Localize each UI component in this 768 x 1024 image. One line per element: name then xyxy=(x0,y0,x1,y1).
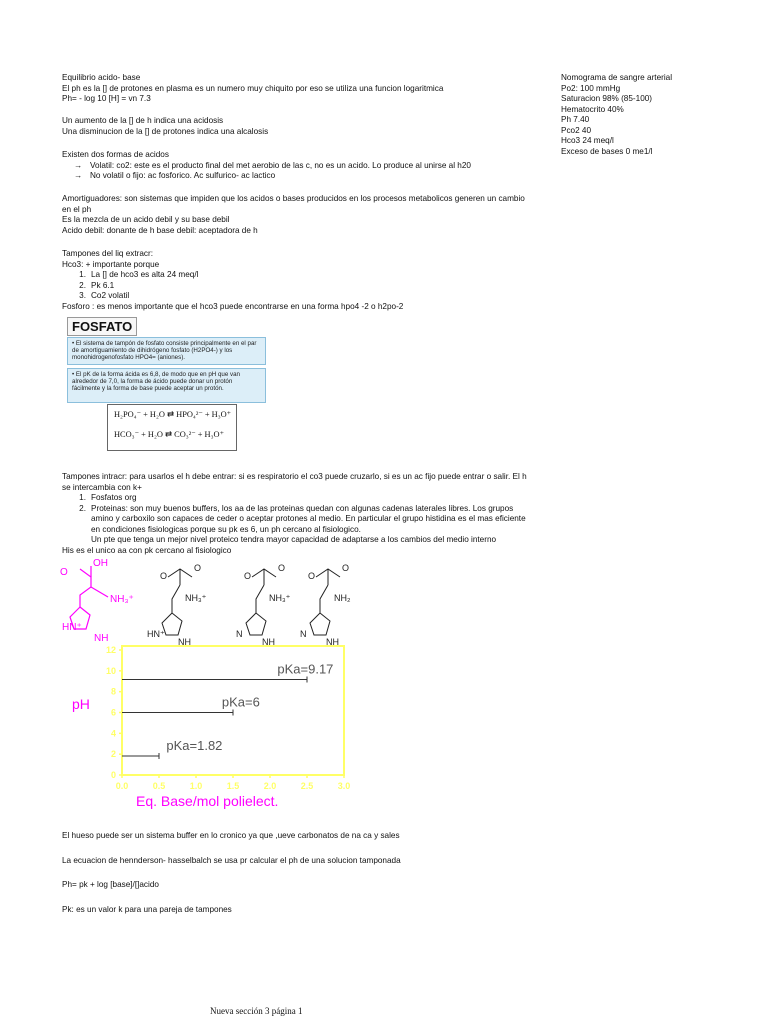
list-item: 3. Co2 volatil xyxy=(79,291,130,300)
bone-buffer-line: El hueso puede ser un sistema buffer en lo cronico ya que ,ueve carbonatos de na ca y sales xyxy=(62,831,400,840)
x-tick-label: 2.5 xyxy=(300,781,314,791)
po2-line: Po2: 100 mmHg xyxy=(561,83,621,93)
series-label: pKa=6 xyxy=(221,694,260,710)
equation-box xyxy=(107,404,237,451)
chart-ylabel: pH xyxy=(72,696,90,712)
fosforo-line: Fosforo : es menos importante que el hco3 puede encontrarse en una forma hpo4 -2 o h2po-2 xyxy=(62,301,404,311)
svg-text:N: N xyxy=(236,629,243,639)
oh-label: OH xyxy=(93,558,108,569)
arrow-icon: → xyxy=(74,160,83,170)
pk-definition: Pk: es un valor k para una pareja de tampones xyxy=(62,904,232,914)
svg-text:O: O xyxy=(308,571,316,581)
intracellular-block xyxy=(62,472,532,556)
x-tick-label: 0.0 xyxy=(115,781,129,791)
nh-label: NH xyxy=(94,633,109,644)
svg-text:O: O xyxy=(194,563,202,573)
x-tick-label: 1.0 xyxy=(189,781,203,791)
acidosis-block xyxy=(62,116,268,137)
acid-forms-block xyxy=(62,150,471,182)
closing-block xyxy=(62,831,401,915)
histidine-structure-1 xyxy=(70,566,91,629)
buffers-mix: Es la mezcla de un acido debil y su base debil xyxy=(62,215,230,224)
list-item: 2. Proteinas: son muy buenos buffers, los aa de las proteinas quedan con algunas cadenas laterales libres. Los grupos amino y carboxilo son capaces de ceder o aceptar protones al medio. En particular el grupo histidina es el mas eficiente en condiciones fisiologicas porque su pk es 6, un ph cercano al fisiologico. xyxy=(79,503,526,534)
bicarbonate-equation: HCO₃⁻ + H₂O ⇄ CO₃²⁻ + H₃O⁺ xyxy=(114,430,224,439)
nomograma-title: Nomograma de sangre arterial xyxy=(561,73,673,82)
y-tick-label: 10 xyxy=(105,665,116,676)
doc-title: Equilibrio acido- base xyxy=(62,73,141,82)
hco3-subtitle: Hco3: + importante porque xyxy=(62,259,160,269)
series-label: pKa=9.17 xyxy=(277,661,334,677)
fosfato-box-2: • El pK de la forma ácida es 6,8, de modo que en pH que van alrededor de 7,0, la forma de ácido puede donar un protón fácilmente y la forma de base puede aceptar un protón. xyxy=(67,368,266,403)
list-item: → Volatil: co2: este es el producto final del met aerobio de las c, no es un acido. Lo produce al unirse al h20 xyxy=(74,160,471,170)
svg-text:NH: NH xyxy=(262,637,275,647)
svg-text:O: O xyxy=(160,571,168,581)
protein-note: Un pte que tenga un mejor nivel proteico tendra mayor capacidad de adaptarse a los cambios del medio interno xyxy=(91,535,497,544)
alcalosis-line: Una disminucion de la [] de protones indica una alcalosis xyxy=(62,126,269,136)
x-tick-label: 2.0 xyxy=(263,781,277,791)
y-tick-label: 4 xyxy=(110,728,116,739)
arrow-icon: → xyxy=(74,171,83,180)
series-label: pKa=1.82 xyxy=(166,738,223,754)
y-tick-label: 0 xyxy=(110,770,116,780)
ph-line: Ph 7.40 xyxy=(561,115,590,124)
y-tick-label: 12 xyxy=(105,645,116,655)
x-tick-label: 1.5 xyxy=(226,781,240,791)
svg-text:N: N xyxy=(300,629,307,639)
intracellular-intro: Tampones intracr: para usarlos el h debe entrar: si es respiratorio el co3 puede cruzarlo, si es un ac fijo puede entrar o salir. El h se intercambia con k+ xyxy=(62,472,527,492)
svg-text:O: O xyxy=(278,563,286,573)
y-tick-label: 8 xyxy=(110,686,116,697)
list-item: 1. Fosfatos org xyxy=(79,493,137,502)
svg-text:O: O xyxy=(244,571,252,581)
hco3-line: Hco3 24 meq/l xyxy=(561,136,614,145)
x-tick-label: 0.5 xyxy=(152,781,166,791)
acidosis-line: Un aumento de la [] de h indica una acidosis xyxy=(62,116,224,125)
bullet-icon: • xyxy=(72,371,75,378)
exceso-bases-line: Exceso de bases 0 me1/l xyxy=(561,146,653,156)
x-tick-label: 3.0 xyxy=(337,781,351,791)
buffers-block xyxy=(62,194,532,236)
fosfato-box-1: • El sistema de tampón de fosfato consiste principalmente en el par de amortiguamiento de dihidrógeno fosfato (H2PO4-) y los monohidrogenofosfato HPO4= (aniones). xyxy=(67,337,266,365)
saturacion-line: Saturacion 98% (85-100) xyxy=(561,94,653,103)
pka-chart xyxy=(106,645,350,791)
acid-forms-title: Existen dos formas de acidos xyxy=(62,150,169,159)
chart-xlabel: Eq. Base/mol polielect. xyxy=(136,793,279,809)
hn-plus-label: HN⁺ xyxy=(62,622,82,633)
histidine-figure xyxy=(60,555,360,812)
bullet-icon: • xyxy=(72,340,75,347)
phosphate-equation: H₂PO₄⁻ + H₂O ⇄ HPO₄²⁻ + H₃O⁺ xyxy=(114,410,232,419)
y-tick-label: 6 xyxy=(110,707,116,718)
hematocrito-line: Hematocrito 40% xyxy=(561,104,624,114)
henderson-line: La ecuacion de hennderson- hasselbalch se usa pr calcular el ph de una solucion tamponada xyxy=(62,855,401,865)
ph-definition: El ph es la [] de protones en plasma es un numero muy chiquito por eso se utiliza una funcion logaritmica xyxy=(62,83,444,93)
svg-text:NH: NH xyxy=(326,637,339,647)
buffers-definition: Amortiguadores: son sistemas que impiden que los acidos o bases producidos en los procesos metabolicos generen un cambio en el ph xyxy=(62,194,525,214)
extracellular-block xyxy=(62,249,403,312)
his-note: His es el unico aa con pk cercano al fisiologico xyxy=(62,545,232,555)
list-item: → No volatil o fijo: ac fosforico. Ac sulfurico- ac lactico xyxy=(74,171,276,180)
fosfato-title: FOSFATO xyxy=(67,317,137,336)
oxygen-label: O xyxy=(60,567,68,578)
svg-text:NH₂: NH₂ xyxy=(334,593,351,603)
nomograma-block xyxy=(561,73,672,157)
intro-block xyxy=(62,73,443,105)
svg-text:O: O xyxy=(342,563,350,573)
henderson-formula: Ph= pk + log [base]/[]acido xyxy=(62,880,159,889)
svg-text:NH₃⁺: NH₃⁺ xyxy=(269,593,291,603)
svg-text:NH₃⁺: NH₃⁺ xyxy=(185,593,207,603)
y-tick-label: 2 xyxy=(110,749,116,760)
pco2-line: Pco2 40 xyxy=(561,125,592,135)
page-footer: Nueva sección 3 página 1 xyxy=(210,1006,303,1016)
ph-formula: Ph= - log 10 [H] = vn 7.3 xyxy=(62,94,151,103)
svg-text:HN⁺: HN⁺ xyxy=(147,629,165,639)
list-item: 2. Pk 6.1 xyxy=(79,280,115,290)
weak-acid-definition: Acido debil: donante de h base debil: aceptadora de h xyxy=(62,225,258,235)
svg-text:NH: NH xyxy=(178,637,191,647)
extracellular-title: Tampones del liq extracr: xyxy=(62,249,154,258)
list-item: 1. La [] de hco3 es alta 24 meq/l xyxy=(79,270,199,279)
nh3-label: NH₃⁺ xyxy=(110,594,134,605)
